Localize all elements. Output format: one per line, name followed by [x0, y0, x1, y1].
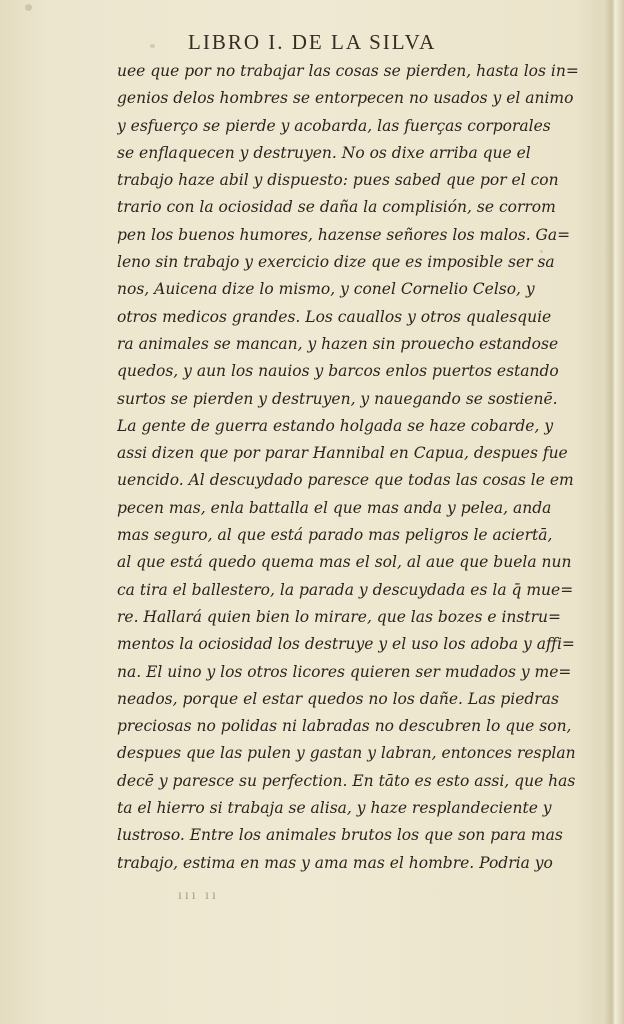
paper-speck	[25, 4, 32, 11]
text-line: al que está quedo quema mas el sol, al aue que buela nun	[117, 553, 572, 572]
text-line: assi dizen que por parar Hannibal en Capua, despues fue	[117, 444, 568, 463]
text-line: lustroso. Entre los animales brutos los que son para mas	[117, 826, 563, 845]
text-line: preciosas no polidas ni labradas no descubren lo que son,	[117, 717, 572, 736]
text-line: re. Hallará quien bien lo mirare, que las bozes e instru=	[117, 607, 561, 626]
text-line: ta el hierro si trabaja se alisa, y haze resplandeciente y	[117, 799, 552, 818]
text-line: mentos la ociosidad los destruye y el uso los adoba y affi=	[117, 635, 575, 654]
text-line: pecen mas, enla battalla el que mas anda y pelea, anda	[117, 498, 552, 517]
text-line: se enflaquecen y destruyen. No os dixe arriba que el	[117, 143, 531, 162]
text-line: ra animales se mancan, y hazen sin prouecho estandose	[117, 334, 559, 353]
text-line: pen los buenos humores, hazense señores los malos. Ga=	[117, 225, 571, 244]
text-line: trabajo haze abil y dispuesto: pues sabed que por el con	[117, 171, 559, 190]
running-head: LIBRO I. DE LA SILVA	[188, 30, 437, 54]
text-line: uee que por no trabajar las cosas se pierden, hasta los in=	[117, 62, 579, 80]
text-line: genios delos hombres se entorpecen no usados y el animo	[117, 89, 574, 108]
paper-speck	[150, 44, 155, 48]
text-line: y esfuerço se pierde y acobarda, las fuerças corporales	[117, 116, 551, 135]
text-line: leno sin trabajo y exercicio dize que es imposible ser sa	[117, 253, 555, 272]
text-line: decē y paresce su perfection. En tāto es esto assi, que has	[117, 771, 576, 790]
text-line: neados, porque el estar quedos no los dañe. Las piedras	[117, 689, 559, 708]
text-line: ca tira el ballestero, la parada y descuydada es la q̄ mue=	[117, 580, 574, 599]
text-line: mas seguro, al que está parado mas peligros le aciertā,	[117, 526, 553, 545]
text-line: despues que las pulen y gastan y labran, entonces resplan	[117, 744, 576, 763]
text-line: trario con la ociosidad se daña la complisión, se corrom	[117, 198, 556, 217]
text-line: otros medicos grandes. Los cauallos y otros qualesquie	[117, 307, 552, 326]
text-line: nos, Auicena dize lo mismo, y conel Cornelio Celso, y	[117, 280, 535, 299]
text-line: na. El uino y los otros licores quieren ser mudados y me=	[117, 662, 572, 681]
body-text	[117, 58, 587, 877]
signature-mark: ııı ıı	[178, 888, 219, 903]
text-line: quedos, y aun los nauios y barcos enlos puertos estando	[117, 362, 559, 381]
text-line: La gente de guerra estando holgada se haze cobarde, y	[117, 416, 554, 435]
text-line: trabajo, estima en mas y ama mas el hombre. Podria yo	[117, 853, 553, 872]
text-line: uencido. Al descuydado paresce que todas las cosas le em	[117, 471, 574, 490]
page-fore-edge	[602, 0, 624, 1024]
text-line: surtos se pierden y destruyen, y nauegando se sostienē.	[117, 389, 558, 408]
